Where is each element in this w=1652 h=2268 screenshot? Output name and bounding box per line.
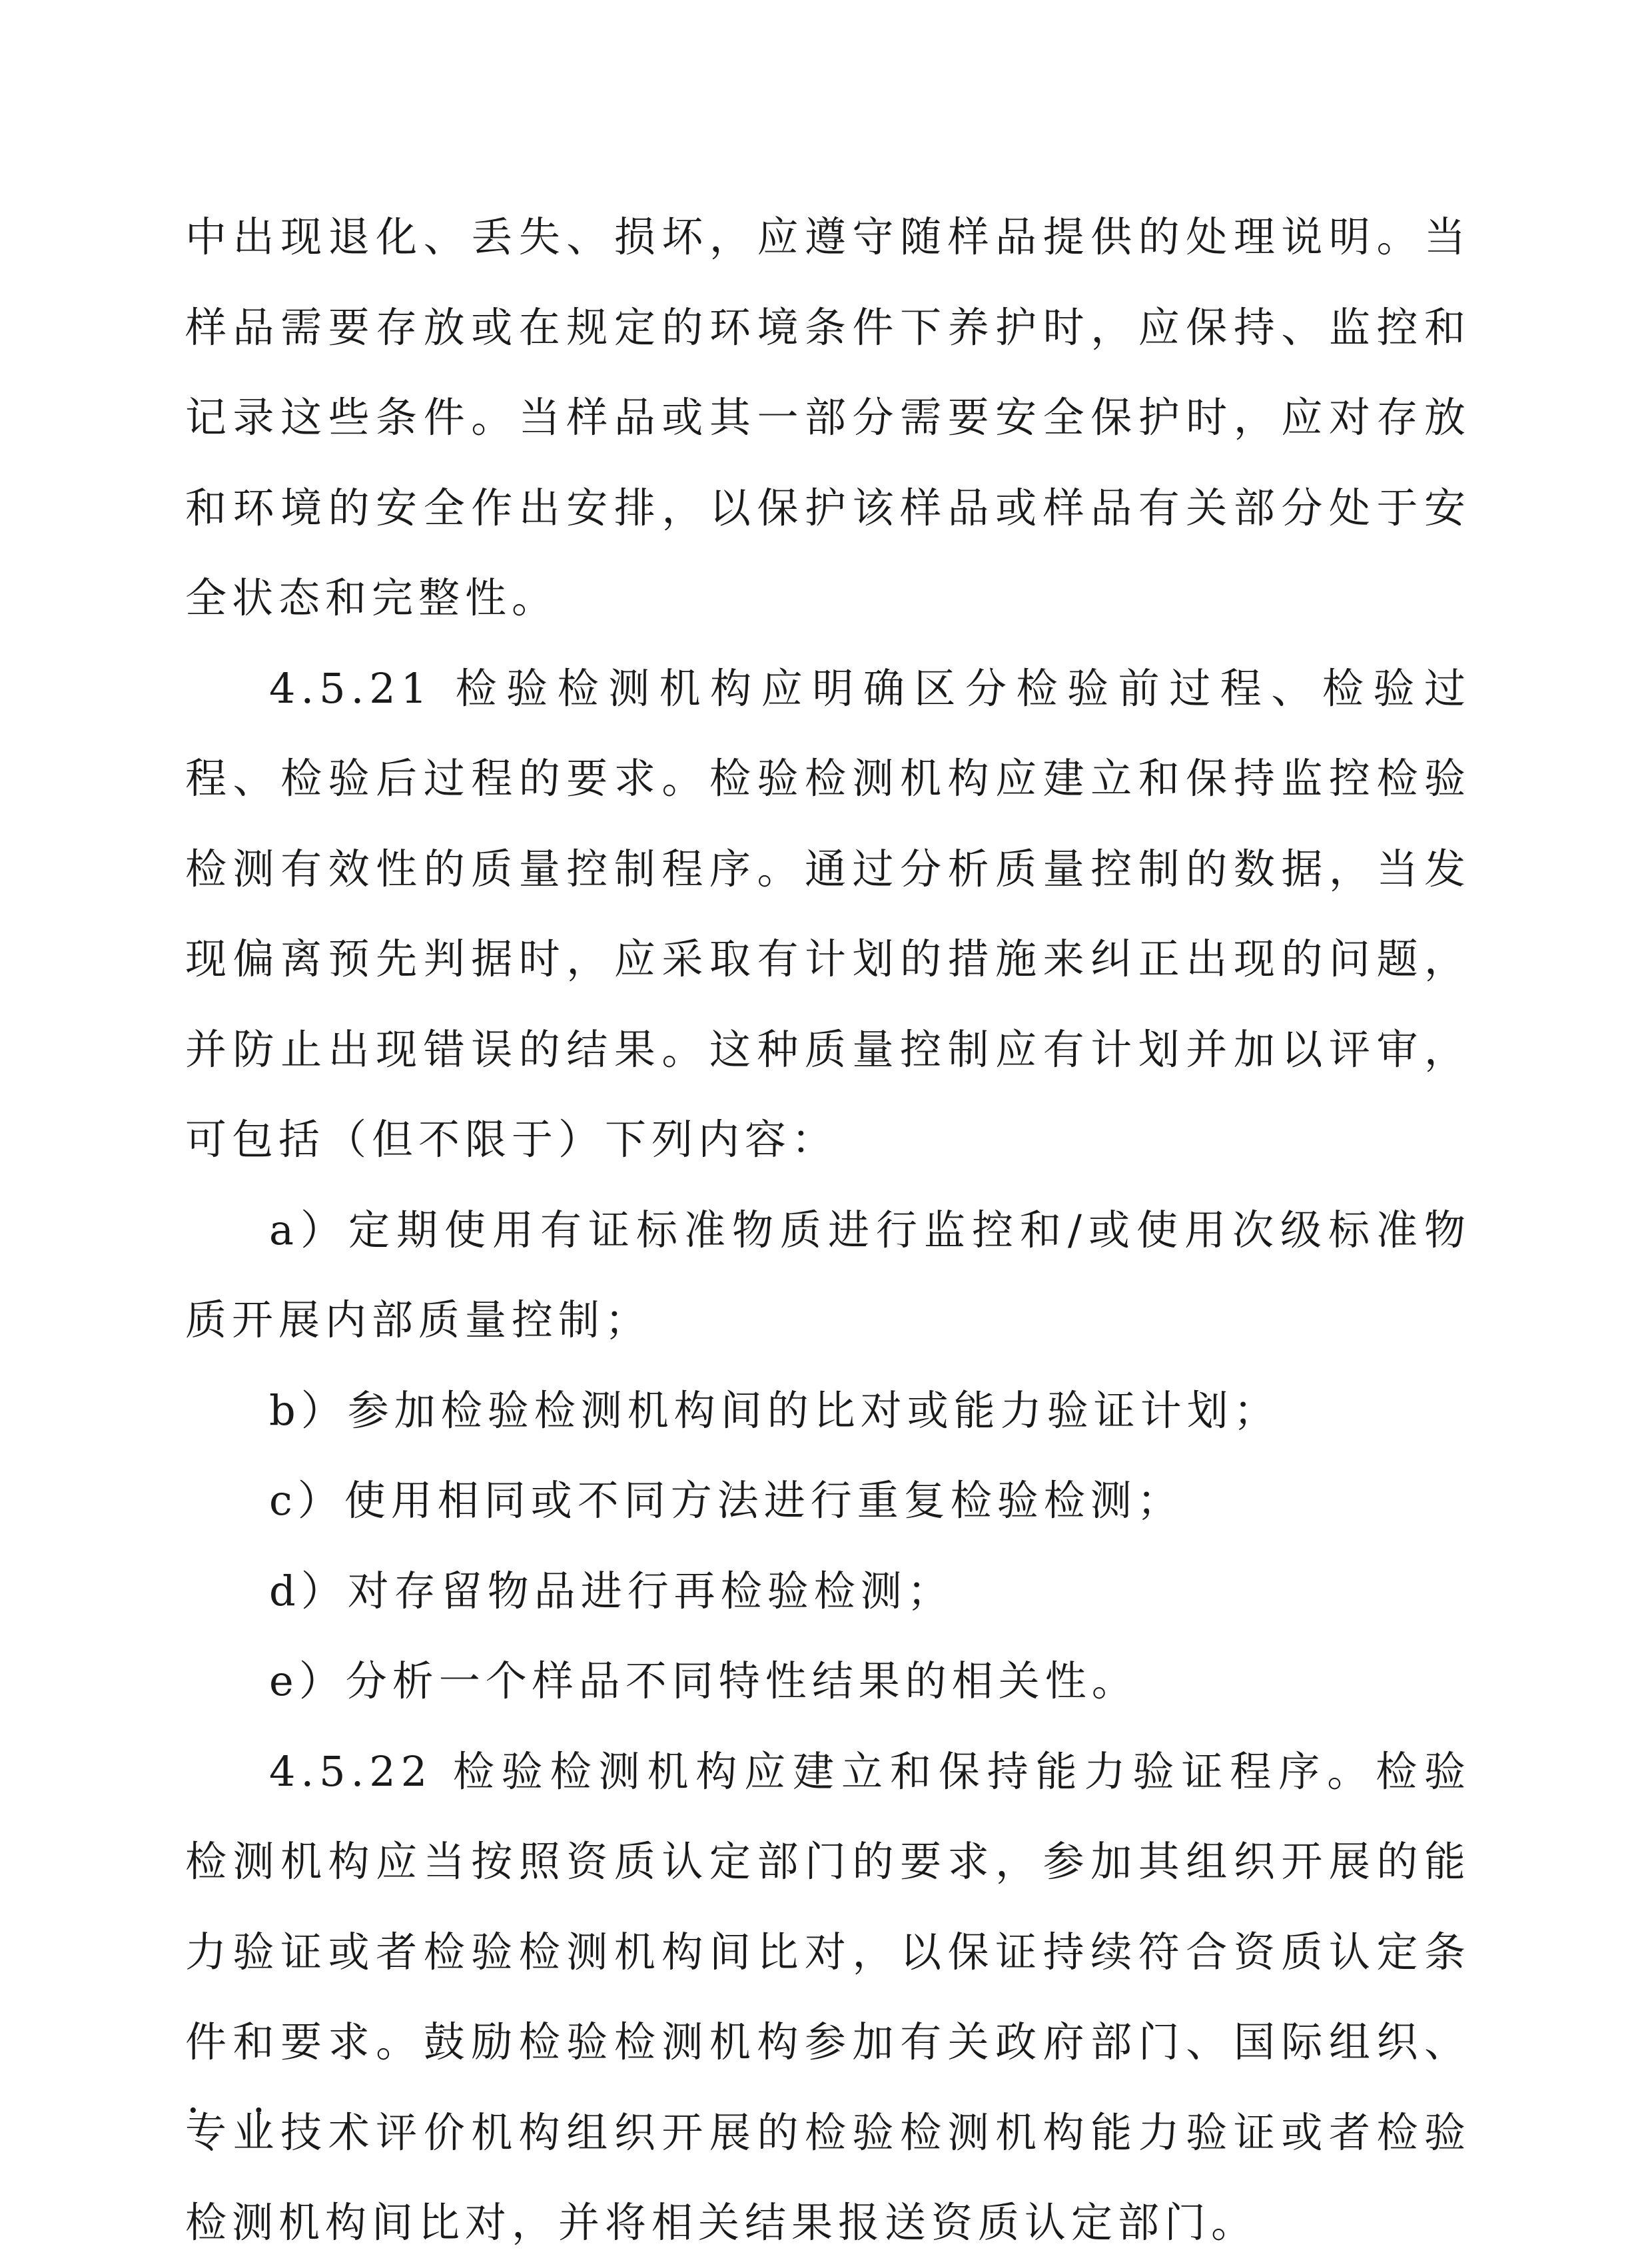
list-item-a: a）定期使用有证标准物质进行监控和/或使用次级标准物质开展内部质量控制； xyxy=(185,1205,1471,1344)
footer-marks: . . xyxy=(187,2074,266,2122)
list-item-d: d）对存留物品进行再检验检测； xyxy=(269,1566,954,1615)
list-item-c: c）使用相同或不同方法进行重复检验检测； xyxy=(269,1476,1184,1525)
paragraph-continuation: 中出现退化、丢失、损坏，应遵守随样品提供的处理说明。当样品需要存放或在规定的环境条件下养护时，应保持、监控和记录这些条件。当样品或其一部分需要安全保护时，应对存放和环境的安全作出安排，以保护该样品或样品有关部分处于安全状态和完整性。 xyxy=(185,212,1471,622)
paragraph-4-5-21: 4.5.21 检验检测机构应明确区分检验前过程、检验过程、检验后过程的要求。检验检测机构应建立和保持监控检验检测有效性的质量控制程序。通过分析质量控制的数据，当发现偏离预先判据时，应采取有计划的措施来纠正出现的问题，并防止出现错误的结果。这种质量控制应有计划并加以评审，可包括（但不限于）下列内容： xyxy=(185,663,1471,1164)
paragraph-4-5-22: 4.5.22 检验检测机构应建立和保持能力验证程序。检验检测机构应当按照资质认定部门的要求，参加其组织开展的能力验证或者检验检测机构间比对，以保证持续符合资质认定条件和要求。鼓励检验检测机构参加有关政府部门、国际组织、专业技术评价机构组织开展的检验检测机构能力验证或者检验检测机构间比对，并将相关结果报送资质认定部门。 xyxy=(185,1746,1471,2247)
body-text xyxy=(185,192,1471,2268)
list-item-b: b）参加检验检测机构间的比对或能力验证计划； xyxy=(269,1385,1280,1435)
list-item-e: e）分析一个样品不同特性结果的相关性。 xyxy=(269,1657,1138,1705)
